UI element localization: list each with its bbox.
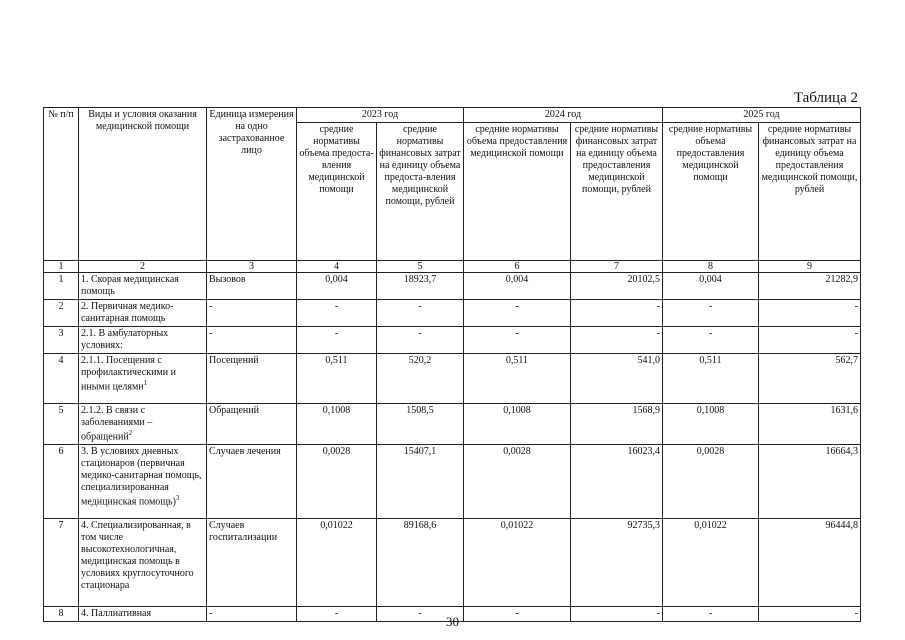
row-cost-2024: 541,0 [571, 354, 663, 404]
row-volume-2023: - [297, 327, 377, 354]
row-number: 5 [44, 404, 79, 445]
row-volume-2023: - [297, 300, 377, 327]
row-volume-2025: 0,0028 [663, 445, 759, 519]
column-number: 9 [759, 261, 861, 273]
row-volume-2023: 0,004 [297, 273, 377, 300]
row-unit: Случаев лечения [207, 445, 297, 519]
row-cost-2024: - [571, 300, 663, 327]
row-volume-2025: - [663, 300, 759, 327]
column-number: 1 [44, 261, 79, 273]
table-row [44, 300, 861, 327]
row-cost-2023: 520,2 [377, 354, 464, 404]
table-row [44, 273, 861, 300]
row-volume-2024: 0,01022 [464, 519, 571, 607]
row-cost-2024: - [571, 327, 663, 354]
row-name [79, 300, 207, 327]
header-year-2025: 2025 год [663, 108, 861, 123]
row-volume-2025: 0,004 [663, 273, 759, 300]
row-name [79, 273, 207, 300]
column-number: 2 [79, 261, 207, 273]
row-name [79, 519, 207, 607]
row-unit: Посещений [207, 354, 297, 404]
row-number: 3 [44, 327, 79, 354]
row-number: 6 [44, 445, 79, 519]
table-row [44, 327, 861, 354]
row-name-text: 4. Специализированная, в том числе высокотехнологичная, медицинская помощь в условиях круглосуточного стационара [81, 520, 194, 592]
column-numbers-row [44, 261, 861, 273]
row-volume-2024: - [464, 327, 571, 354]
row-cost-2024: - [571, 607, 663, 622]
row-cost-2024: 92735,3 [571, 519, 663, 607]
row-cost-2025: 1631,6 [759, 404, 861, 445]
row-name [79, 445, 207, 519]
header-2023-volume: средние нормативы объема предоста-вления медицинской помощи [297, 123, 377, 261]
row-cost-2024: 16023,4 [571, 445, 663, 519]
row-unit: - [207, 327, 297, 354]
row-cost-2025: - [759, 607, 861, 622]
row-cost-2025: 562,7 [759, 354, 861, 404]
row-cost-2025: 96444,8 [759, 519, 861, 607]
row-volume-2023: 0,511 [297, 354, 377, 404]
row-cost-2023: 15407,1 [377, 445, 464, 519]
footnote-marker: 2 [128, 429, 133, 437]
row-volume-2024: - [464, 300, 571, 327]
row-number: 8 [44, 607, 79, 622]
table-row [44, 404, 861, 445]
row-volume-2023: - [297, 607, 377, 622]
row-unit: - [207, 300, 297, 327]
row-volume-2025: 0,01022 [663, 519, 759, 607]
row-name-text: 1. Скорая медицинская помощь [81, 274, 179, 297]
table-row [44, 445, 861, 519]
row-unit: Случаев госпитализации [207, 519, 297, 607]
header-kind: Виды и условия оказания медицинской помощи [79, 108, 207, 261]
row-name-text: 2.1.1. Посещения с профилактическими и иными целями [81, 355, 176, 393]
row-volume-2024: 0,0028 [464, 445, 571, 519]
header-2024-volume: средние нормативы объема предоставления медицинской помощи [464, 123, 571, 261]
header-year-2024: 2024 год [464, 108, 663, 123]
header-2024-cost: средние нормативы финансовых затрат на единицу объема предоставления медицинской помощи, рублей [571, 123, 663, 261]
column-number: 3 [207, 261, 297, 273]
row-volume-2025: - [663, 327, 759, 354]
row-volume-2025: 0,511 [663, 354, 759, 404]
row-cost-2024: 1568,9 [571, 404, 663, 445]
row-cost-2025: - [759, 327, 861, 354]
table-caption: Таблица 2 [793, 90, 858, 106]
row-unit: Вызовов [207, 273, 297, 300]
row-number: 2 [44, 300, 79, 327]
row-name [79, 404, 207, 445]
table-row [44, 354, 861, 404]
header-year-2023: 2023 год [297, 108, 464, 123]
row-name-text: 2.1.2. В связи с заболеваниями – обращений [81, 405, 153, 443]
row-unit: - [207, 607, 297, 622]
column-number: 5 [377, 261, 464, 273]
row-volume-2024: 0,004 [464, 273, 571, 300]
row-volume-2024: - [464, 607, 571, 622]
column-number: 4 [297, 261, 377, 273]
header-2023-cost: средние нормативы финансовых затрат на единицу объема предоста-вления медицинской помощи, рублей [377, 123, 464, 261]
row-volume-2025: 0,1008 [663, 404, 759, 445]
column-number: 7 [571, 261, 663, 273]
row-cost-2025: 16664,3 [759, 445, 861, 519]
row-cost-2023: 1508,5 [377, 404, 464, 445]
row-unit: Обращений [207, 404, 297, 445]
norms-table [43, 107, 861, 622]
column-number: 8 [663, 261, 759, 273]
row-cost-2023: 18923,7 [377, 273, 464, 300]
column-number: 6 [464, 261, 571, 273]
row-cost-2023: - [377, 300, 464, 327]
row-number: 4 [44, 354, 79, 404]
header-unit: Единица измерения на одно застрахованное лицо [207, 108, 297, 261]
row-number: 1 [44, 273, 79, 300]
table-row [44, 519, 861, 607]
row-number: 7 [44, 519, 79, 607]
row-name [79, 327, 207, 354]
row-volume-2024: 0,511 [464, 354, 571, 404]
row-volume-2025: - [663, 607, 759, 622]
row-cost-2025: - [759, 300, 861, 327]
row-volume-2024: 0,1008 [464, 404, 571, 445]
header-num: № п/п [44, 108, 79, 261]
row-volume-2023: 0,1008 [297, 404, 377, 445]
page-number: 30 [446, 614, 459, 629]
row-cost-2023: - [377, 607, 464, 622]
row-name [79, 354, 207, 404]
row-cost-2024: 20102,5 [571, 273, 663, 300]
row-volume-2023: 0,0028 [297, 445, 377, 519]
header-2025-cost: средние нормативы финансовых затрат на единицу объема предоставления медицинской помощи, рублей [759, 123, 861, 261]
row-cost-2023: - [377, 327, 464, 354]
row-name-text: 2.1. В амбулаторных условиях: [81, 328, 169, 351]
row-name-text: 3. В условиях дневных стационаров (первичная медико-санитарная помощь, специализированная медицинская помощь) [81, 446, 202, 508]
row-cost-2023: 89168,6 [377, 519, 464, 607]
row-name-text: 4. Паллиативная [81, 608, 152, 620]
row-name-text: 2. Первичная медико-санитарная помощь [81, 301, 174, 324]
footnote-marker: 1 [143, 379, 148, 387]
footnote-marker: 3 [175, 494, 180, 503]
row-cost-2025: 21282,9 [759, 273, 861, 300]
row-volume-2023: 0,01022 [297, 519, 377, 607]
header-2025-volume: средние нормативы объема предоставления медицинской помощи [663, 123, 759, 261]
